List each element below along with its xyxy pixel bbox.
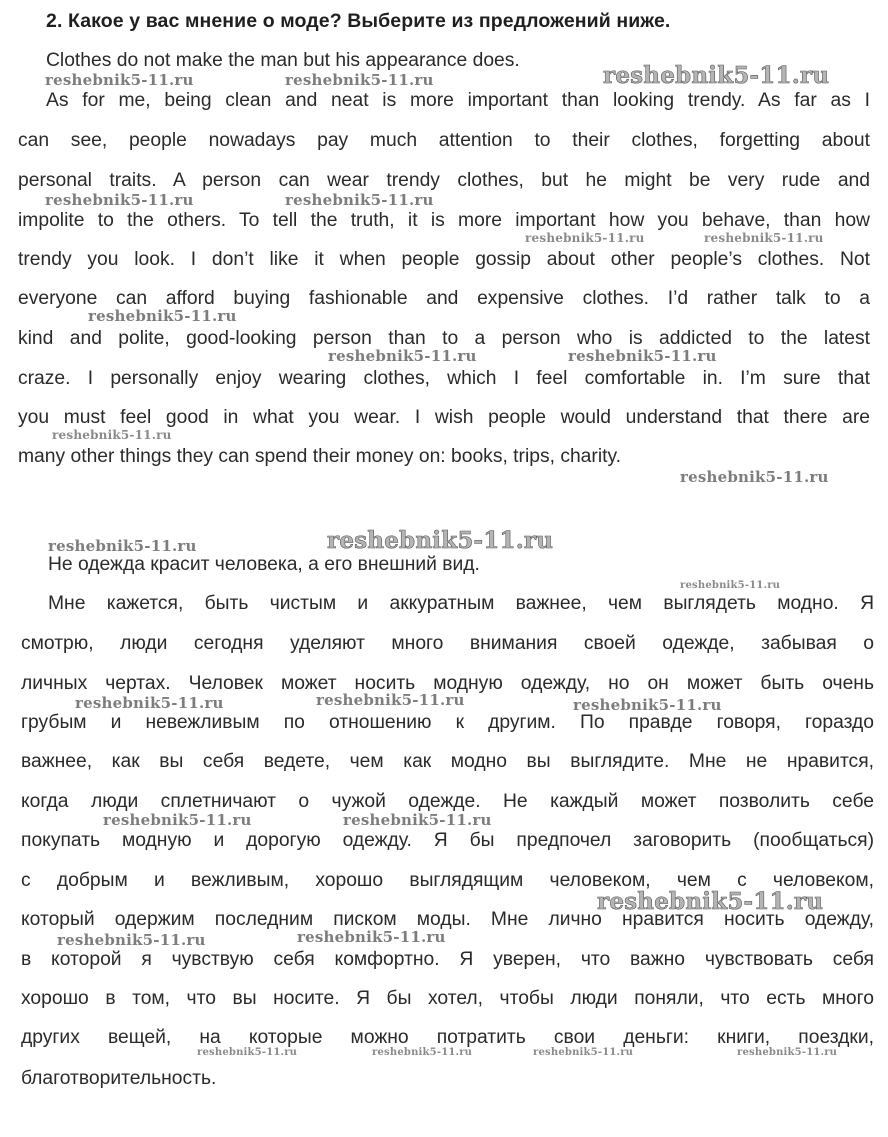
- watermark: reshebnik5-11.ru: [52, 428, 172, 442]
- russian-line: когда люди сплетничают о чужой одежде. Не каждый может позволить себе: [21, 791, 874, 812]
- russian-first-line: Не одежда красит человека, а его внешний вид.: [48, 554, 480, 575]
- watermark: reshebnik5-11.ru: [88, 307, 237, 325]
- watermark: reshebnik5-11.ru: [343, 811, 492, 829]
- english-first-line: Clothes do not make the man but his appearance does.: [46, 50, 520, 71]
- watermark: reshebnik5-11.ru: [328, 347, 477, 365]
- english-line: everyone can afford buying fashionable and expensive clothes. I’d rather talk to a: [18, 288, 870, 309]
- watermark: reshebnik5-11.ru: [327, 527, 554, 554]
- watermark: reshebnik5-11.ru: [704, 231, 824, 245]
- russian-line: в которой я чувствую себя комфортно. Я уверен, что важно чувствовать себя: [21, 949, 874, 970]
- exercise-heading: 2. Какое у вас мнение о моде? Выберите из предложений ниже.: [46, 10, 671, 32]
- english-line: kind and polite, good-looking person than to a person who is addicted to the latest: [18, 328, 870, 349]
- russian-line: личных чертах. Человек может носить модную одежду, но он может быть очень: [21, 673, 874, 694]
- russian-line: других вещей, на которые можно потратить свои деньги: книги, поездки,: [21, 1027, 874, 1048]
- watermark: reshebnik5-11.ru: [48, 537, 197, 555]
- russian-line: важнее, как вы себя ведете, чем как модно вы выглядите. Мне не нравится,: [21, 751, 874, 772]
- watermark: reshebnik5-11.ru: [297, 928, 446, 946]
- watermark: reshebnik5-11.ru: [103, 811, 252, 829]
- russian-line: хорошо в том, что вы носите. Я бы хотел, чтобы люди поняли, что есть много: [21, 988, 874, 1009]
- watermark: reshebnik5-11.ru: [75, 694, 224, 712]
- english-line: As for me, being clean and neat is more important than looking trendy. As far as I: [46, 90, 870, 111]
- watermark: reshebnik5-11.ru: [568, 347, 717, 365]
- watermark: reshebnik5-11.ru: [603, 62, 830, 89]
- watermark: reshebnik5-11.ru: [680, 468, 829, 486]
- watermark: reshebnik5-11.ru: [372, 1047, 473, 1058]
- watermark: reshebnik5-11.ru: [533, 1047, 634, 1058]
- watermark: reshebnik5-11.ru: [45, 71, 194, 89]
- russian-line: покупать модную и дорогую одежду. Я бы предпочел заговорить (пообщаться): [21, 830, 874, 851]
- russian-line: Мне кажется, быть чистым и аккуратным важнее, чем выглядеть модно. Я: [48, 593, 874, 614]
- watermark: reshebnik5-11.ru: [285, 191, 434, 209]
- russian-line: с добрым и вежливым, хорошо выглядящим человеком, чем с человеком,: [21, 870, 874, 891]
- russian-line: грубым и невежливым по отношению к другим. По правде говоря, гораздо: [21, 712, 874, 733]
- russian-line: который одержим последним писком моды. Мне лично нравится носить одежду,: [21, 909, 874, 930]
- english-line: you must feel good in what you wear. I wish people would understand that there are: [18, 407, 870, 428]
- russian-last-line: благотворительность.: [21, 1068, 217, 1089]
- watermark: reshebnik5-11.ru: [680, 580, 781, 591]
- watermark: reshebnik5-11.ru: [285, 71, 434, 89]
- watermark: reshebnik5-11.ru: [573, 696, 722, 714]
- english-line: can see, people nowadays pay much attention to their clothes, forgetting about: [18, 130, 870, 151]
- russian-line: смотрю, люди сегодня уделяют много внимания своей одежде, забывая о: [21, 633, 874, 654]
- english-line: trendy you look. I don’t like it when people gossip about other people’s clothes. Not: [18, 249, 870, 270]
- english-line: impolite to the others. To tell the truth, it is more important how you behave, than how: [18, 210, 870, 231]
- watermark: reshebnik5-11.ru: [525, 231, 645, 245]
- watermark: reshebnik5-11.ru: [597, 888, 824, 915]
- watermark: reshebnik5-11.ru: [737, 1047, 838, 1058]
- english-last-line: many other things they can spend their money on: books, trips, charity.: [18, 446, 622, 467]
- watermark: reshebnik5-11.ru: [316, 691, 465, 709]
- watermark: reshebnik5-11.ru: [45, 191, 194, 209]
- watermark: reshebnik5-11.ru: [57, 931, 206, 949]
- english-line: personal traits. A person can wear trendy clothes, but he might be very rude and: [18, 170, 870, 191]
- english-line: craze. I personally enjoy wearing clothes, which I feel comfortable in. I’m sure that: [18, 368, 870, 389]
- watermark: reshebnik5-11.ru: [197, 1047, 298, 1058]
